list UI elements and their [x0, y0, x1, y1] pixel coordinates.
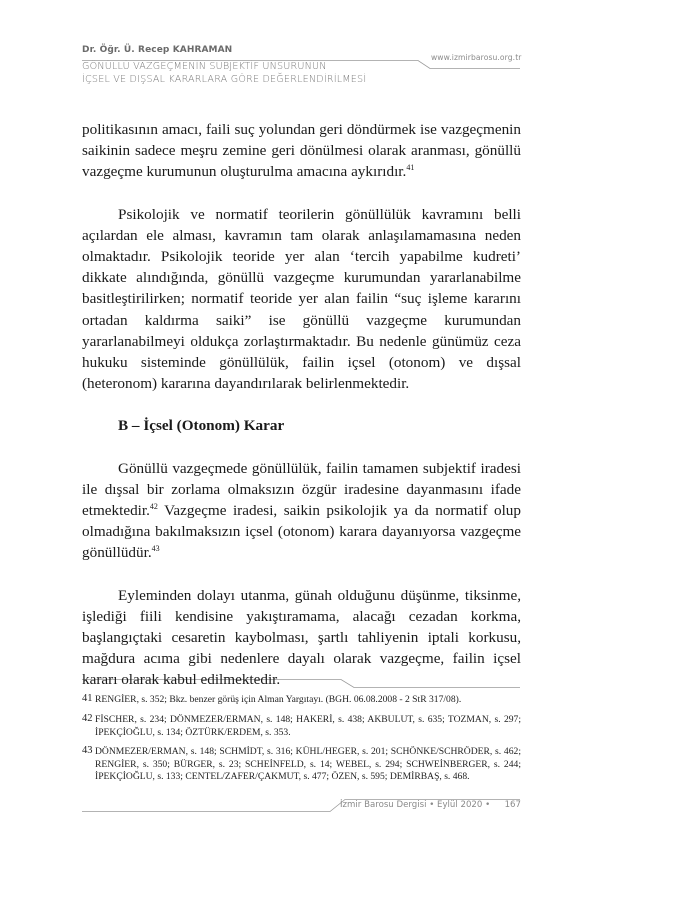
paragraph: Eyleminden dolayı utanma, günah olduğunu düşünme, tiksinme, işlediği fiili kendisine yakıştıramama, alacağı cezadan korkma, başlangıçtaki cesaretin kaybolması, şartlı tahliyenin iptali korkusu, mağdura acıma gibi nedenlere dayalı olarak vazgeçme, failin içsel kararı olarak kabul edilmektedir.	[82, 586, 521, 689]
paragraph: Psikolojik ve normatif teorilerin gönüllülük kavramını belli açılardan ele alması, kavramın tam olarak anlaşılamamasına neden olmaktadır. Psikolojik teoride yer alan ‘tercih yapabilme kudreti’ dikkate alındığında, gönüllü vazgeçme kurumundan yararlanabilme basitleştirilirken; normatif teoride yer alan failin “suç işleme kararını ortadan kaldırma saiki” ise gönüllü vazgeçme kurumundan yararlanabilmeyi oldukça zorlaştırmaktadır. Bu nedenle günümüz ceza hukuku sisteminde gönüllülük, failin içsel (otonom) ve dışsal (heteronom) kararına dayandırılarak belirlenmektedir.	[82, 205, 521, 393]
footer-journal: İzmir Barosu Dergisi • Eylül 2020 •	[340, 800, 491, 810]
footnote-number: 43	[82, 745, 93, 756]
header-title-line-1: GÖNÜLLÜ VAZGEÇMENİN SUBJEKTİF UNSURUNUN	[82, 61, 327, 72]
footnote-ref[interactable]: 43	[151, 544, 160, 554]
header-url[interactable]: www.izmirbarosu.org.tr	[431, 53, 522, 62]
body-text	[82, 119, 521, 691]
page-footer	[340, 800, 521, 810]
header-title-line-2: İÇSEL VE DIŞSAL KARARLARA GÖRE DEĞERLENDİRİLMESİ	[82, 74, 367, 85]
section-heading: B – İçsel (Otonom) Karar	[118, 417, 285, 435]
footnote-text: RENGİER, s. 352; Bkz. benzer görüş için Alman Yargıtayı. (BGH. 06.08.2008 - 2 StR 317/08).	[95, 694, 462, 705]
header-author: Dr. Öğr. Ü. Recep KAHRAMAN	[82, 45, 233, 55]
footnote-number: 41	[82, 693, 93, 704]
header-article-title	[82, 60, 366, 86]
footnote	[82, 714, 521, 739]
paragraph-text: Vazgeçme iradesi, saikin psikolojik ya da normatif olup olmadığına bakılmaksızın içsel (otonom) karara dayanıyorsa vazgeçme gönüllüdür.	[82, 502, 521, 562]
footnote	[82, 694, 521, 707]
footnote-ref[interactable]: 42	[149, 502, 158, 512]
paragraph	[82, 458, 521, 564]
footnote-text: FİSCHER, s. 234; DÖNMEZER/ERMAN, s. 148; HAKERİ, s. 438; AKBULUT, s. 635; TOZMAN, s. 297; İPEKÇİOĞLU, s. 134; ÖZTÜRK/ERDEM, s. 353.	[95, 714, 521, 738]
paragraph	[82, 119, 521, 183]
footnote-number: 42	[82, 713, 93, 724]
footnote-text: DÖNMEZER/ERMAN, s. 148; SCHMİDT, s. 316; KÜHL/HEGER, s. 201; SCHÖNKE/SCHRÖDER, s. 462; RENGİER, s. 350; BÜRGER, s. 23; SCHEİNFELD, s. 14; WEBEL, s. 294; SCHWEİNBERGER, s. 244; İPEKÇİOĞLU, s. 133; CENTEL/ZAFER/ÇAKMUT, s. 477; ÖZEN, s. 595; DEMİRBAŞ, s. 468.	[95, 746, 521, 783]
page-number: 167	[504, 800, 521, 810]
paragraph-text: politikasının amacı, faili suç yolundan geri döndürmek ise vazgeçmenin saikinin sadece meşru zemine geri dönülmesi olarak aranması, gönüllü vazgeçme kurumunun oluşturulma amacına aykırıdır.	[82, 121, 521, 181]
footnote-ref[interactable]: 41	[406, 163, 415, 173]
footnote	[82, 746, 521, 784]
paragraph-text: Gönüllü vazgeçmede gönüllülük, failin tamamen subjektif iradesi ile dışsal bir zorlama olmaksızın özgür iradesine dayanmasını ifade etmektedir.	[82, 459, 521, 520]
